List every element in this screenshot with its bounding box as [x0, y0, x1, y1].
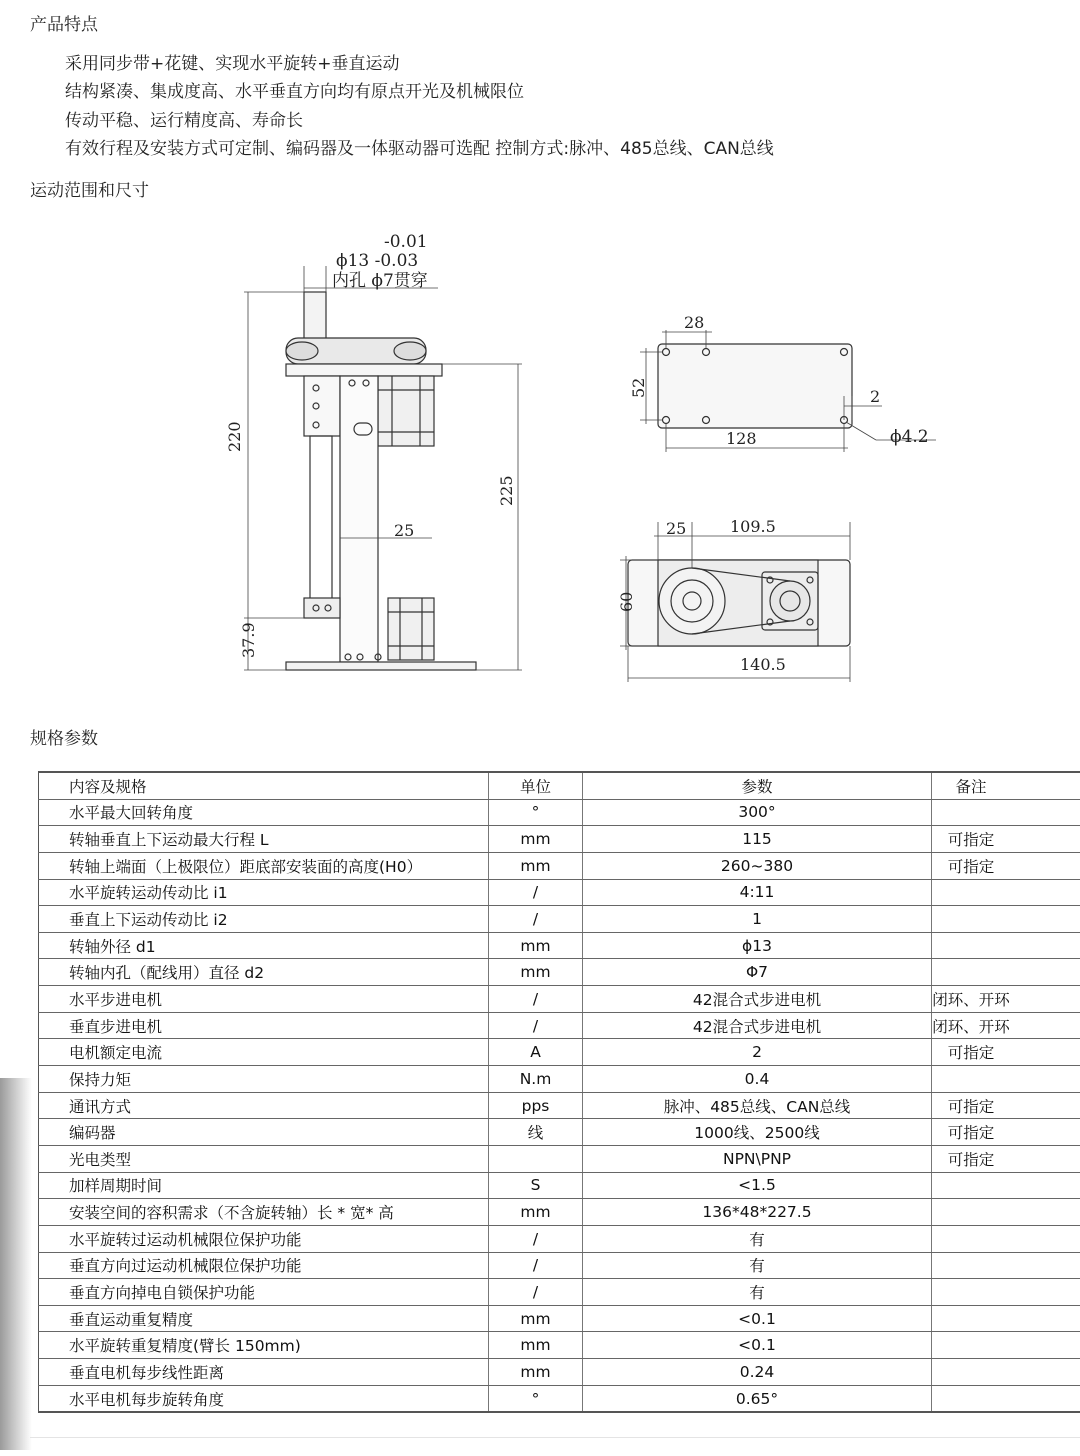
table-row: [39, 1332, 1080, 1359]
technical-drawing: [200, 220, 960, 695]
cell-item: 电机额定电流: [39, 1039, 489, 1066]
table-row: [39, 1039, 1080, 1066]
cell-item: 光电类型: [39, 1145, 489, 1172]
cell-value: 0.65°: [583, 1385, 932, 1412]
cell-unit: mm: [489, 932, 583, 959]
shaft-diameter-label: ϕ13 -0.03: [336, 251, 419, 271]
cell-unit: A: [489, 1039, 583, 1066]
dim-37-9-label: 37.9: [239, 622, 258, 658]
cell-remark: [932, 879, 1080, 906]
feature-item: 采用同步带+花键、实现水平旋转+垂直运动: [65, 54, 400, 74]
cell-item: 垂直方向掉电自锁保护功能: [39, 1279, 489, 1306]
dim-25-side-label: 25: [394, 521, 415, 540]
inner-hole-label: 内孔 ϕ7贯穿: [332, 271, 428, 291]
cell-unit: °: [489, 799, 583, 826]
cell-remark: [932, 932, 1080, 959]
cell-remark: 可指定: [932, 1092, 1080, 1119]
cell-remark: [932, 1066, 1080, 1093]
feature-list: [65, 50, 774, 163]
cell-item: 垂直运动重复精度: [39, 1305, 489, 1332]
cell-value: 260~380: [583, 852, 932, 879]
hole-diameter-label: ϕ4.2: [890, 427, 929, 447]
bottom-view: [628, 560, 850, 646]
side-view: [286, 292, 476, 670]
cell-unit: mm: [489, 1359, 583, 1386]
dim-225-label: 225: [497, 475, 516, 506]
cell-item: 垂直方向过运动机械限位保护功能: [39, 1252, 489, 1279]
cell-unit: S: [489, 1172, 583, 1199]
cell-value: 有: [583, 1225, 932, 1252]
table-row: [39, 1252, 1080, 1279]
cell-remark: [932, 1252, 1080, 1279]
cell-item: 垂直电机每步线性距离: [39, 1359, 489, 1386]
cell-item: 水平步进电机: [39, 986, 489, 1013]
cell-value: 1000线、2500线: [583, 1119, 932, 1146]
cell-unit: /: [489, 906, 583, 933]
feature-item: 有效行程及安装方式可定制、编码器及一体驱动器可选配 控制方式:脉冲、485总线、CAN总线: [65, 138, 774, 159]
table-row: [39, 799, 1080, 826]
cell-value: 有: [583, 1252, 932, 1279]
cell-value: 4:11: [583, 879, 932, 906]
cell-remark: [932, 1172, 1080, 1199]
dim-2-label: 2: [870, 387, 881, 406]
header-remark: 备注: [932, 772, 1080, 799]
cell-remark: [932, 1359, 1080, 1386]
table-row: [39, 1199, 1080, 1226]
table-row: [39, 826, 1080, 853]
features-heading: 产品特点: [30, 15, 98, 35]
cell-remark: 闭环、开环: [932, 1012, 1080, 1039]
cell-item: 转轴上端面（上极限位）距底部安装面的高度(H0）: [39, 852, 489, 879]
cell-value: 42混合式步进电机: [583, 1012, 932, 1039]
cell-value: 脉冲、485总线、CAN总线: [583, 1092, 932, 1119]
table-row: [39, 1092, 1080, 1119]
spec-table: [38, 771, 1080, 1413]
cell-remark: [932, 1279, 1080, 1306]
cell-remark: 可指定: [932, 1119, 1080, 1146]
table-row: [39, 1172, 1080, 1199]
table-row: [39, 906, 1080, 933]
page-edge-shadow: [0, 1078, 32, 1450]
table-row: [39, 852, 1080, 879]
cell-item: 加样周期时间: [39, 1172, 489, 1199]
dim-140-5-label: 140.5: [740, 655, 786, 674]
cell-item: 通讯方式: [39, 1092, 489, 1119]
cell-item: 水平旋转运动传动比 i1: [39, 879, 489, 906]
cell-item: 转轴外径 d1: [39, 932, 489, 959]
table-row: [39, 1012, 1080, 1039]
cell-remark: [932, 959, 1080, 986]
cell-value: 300°: [583, 799, 932, 826]
cell-item: 转轴垂直上下运动最大行程 L: [39, 826, 489, 853]
dim-60-label: 60: [617, 591, 636, 612]
cell-remark: 可指定: [932, 826, 1080, 853]
cell-unit: /: [489, 879, 583, 906]
header-value: 参数: [583, 772, 932, 799]
header-item: 内容及规格: [39, 772, 489, 799]
bottom-divider: [30, 1437, 1080, 1438]
dim-109-5-label: 109.5: [730, 517, 776, 536]
side-view-dimension-lines: [244, 266, 522, 670]
tolerance-upper-label: -0.01: [384, 232, 428, 252]
feature-item: 结构紧凑、集成度高、水平垂直方向均有原点开光及机械限位: [65, 82, 524, 103]
cell-value: <0.1: [583, 1332, 932, 1359]
cell-remark: 可指定: [932, 852, 1080, 879]
cell-unit: /: [489, 1012, 583, 1039]
cell-unit: mm: [489, 826, 583, 853]
dim-128-label: 128: [726, 429, 757, 448]
cell-item: 安装空间的容积需求（不含旋转轴）长 * 宽* 高: [39, 1199, 489, 1226]
table-row: [39, 1359, 1080, 1386]
cell-remark: [932, 906, 1080, 933]
cell-item: 转轴内孔（配线用）直径 d2: [39, 959, 489, 986]
table-row: [39, 1279, 1080, 1306]
cell-unit: mm: [489, 852, 583, 879]
header-unit: 单位: [489, 772, 583, 799]
cell-value: 0.4: [583, 1066, 932, 1093]
cell-unit: pps: [489, 1092, 583, 1119]
top-view: [658, 344, 852, 428]
table-row: [39, 1145, 1080, 1172]
cell-unit: 线: [489, 1119, 583, 1146]
cell-unit: mm: [489, 1199, 583, 1226]
table-row: [39, 986, 1080, 1013]
cell-item: 编码器: [39, 1119, 489, 1146]
cell-item: 垂直步进电机: [39, 1012, 489, 1039]
cell-unit: mm: [489, 1332, 583, 1359]
cell-item: 水平最大回转角度: [39, 799, 489, 826]
cell-value: 有: [583, 1279, 932, 1306]
dimensions-heading: 运动范围和尺寸: [30, 181, 149, 201]
cell-item: 水平电机每步旋转角度: [39, 1385, 489, 1412]
cell-unit: /: [489, 986, 583, 1013]
cell-value: 2: [583, 1039, 932, 1066]
cell-value: 115: [583, 826, 932, 853]
cell-value: 136*48*227.5: [583, 1199, 932, 1226]
cell-value: <1.5: [583, 1172, 932, 1199]
cell-unit: /: [489, 1279, 583, 1306]
cell-remark: 可指定: [932, 1039, 1080, 1066]
cell-value: 42混合式步进电机: [583, 986, 932, 1013]
cell-remark: 可指定: [932, 1145, 1080, 1172]
cell-value: <0.1: [583, 1305, 932, 1332]
cell-unit: °: [489, 1385, 583, 1412]
table-row: [39, 879, 1080, 906]
cell-unit: /: [489, 1225, 583, 1252]
dim-52-label: 52: [629, 377, 648, 398]
cell-unit: [489, 1145, 583, 1172]
cell-unit: mm: [489, 959, 583, 986]
feature-item: 传动平稳、运行精度高、寿命长: [65, 110, 303, 131]
table-row: [39, 1066, 1080, 1093]
table-row: [39, 1225, 1080, 1252]
cell-remark: 闭环、开环: [932, 986, 1080, 1013]
cell-value: Φ7: [583, 959, 932, 986]
table-row: [39, 1119, 1080, 1146]
dim-25-top-label: 25: [666, 519, 687, 538]
cell-remark: [932, 1225, 1080, 1252]
cell-remark: [932, 1199, 1080, 1226]
cell-unit: /: [489, 1252, 583, 1279]
table-row: [39, 932, 1080, 959]
dim-220-label: 220: [225, 421, 244, 452]
cell-remark: [932, 799, 1080, 826]
dim-28-label: 28: [684, 313, 705, 332]
cell-value: ϕ13: [583, 932, 932, 959]
cell-item: 水平旋转重复精度(臂长 150mm): [39, 1332, 489, 1359]
cell-item: 垂直上下运动传动比 i2: [39, 906, 489, 933]
table-row: [39, 1385, 1080, 1412]
cell-remark: [932, 1305, 1080, 1332]
cell-remark: [932, 1332, 1080, 1359]
table-row: [39, 959, 1080, 986]
cell-value: 0.24: [583, 1359, 932, 1386]
cell-unit: N.m: [489, 1066, 583, 1093]
cell-value: NPN\PNP: [583, 1145, 932, 1172]
table-row: [39, 1305, 1080, 1332]
cell-item: 保持力矩: [39, 1066, 489, 1093]
cell-value: 1: [583, 906, 932, 933]
cell-remark: [932, 1385, 1080, 1412]
cell-item: 水平旋转过运动机械限位保护功能: [39, 1225, 489, 1252]
specs-heading: 规格参数: [30, 729, 98, 749]
cell-unit: mm: [489, 1305, 583, 1332]
table-header-row: [39, 772, 1080, 799]
